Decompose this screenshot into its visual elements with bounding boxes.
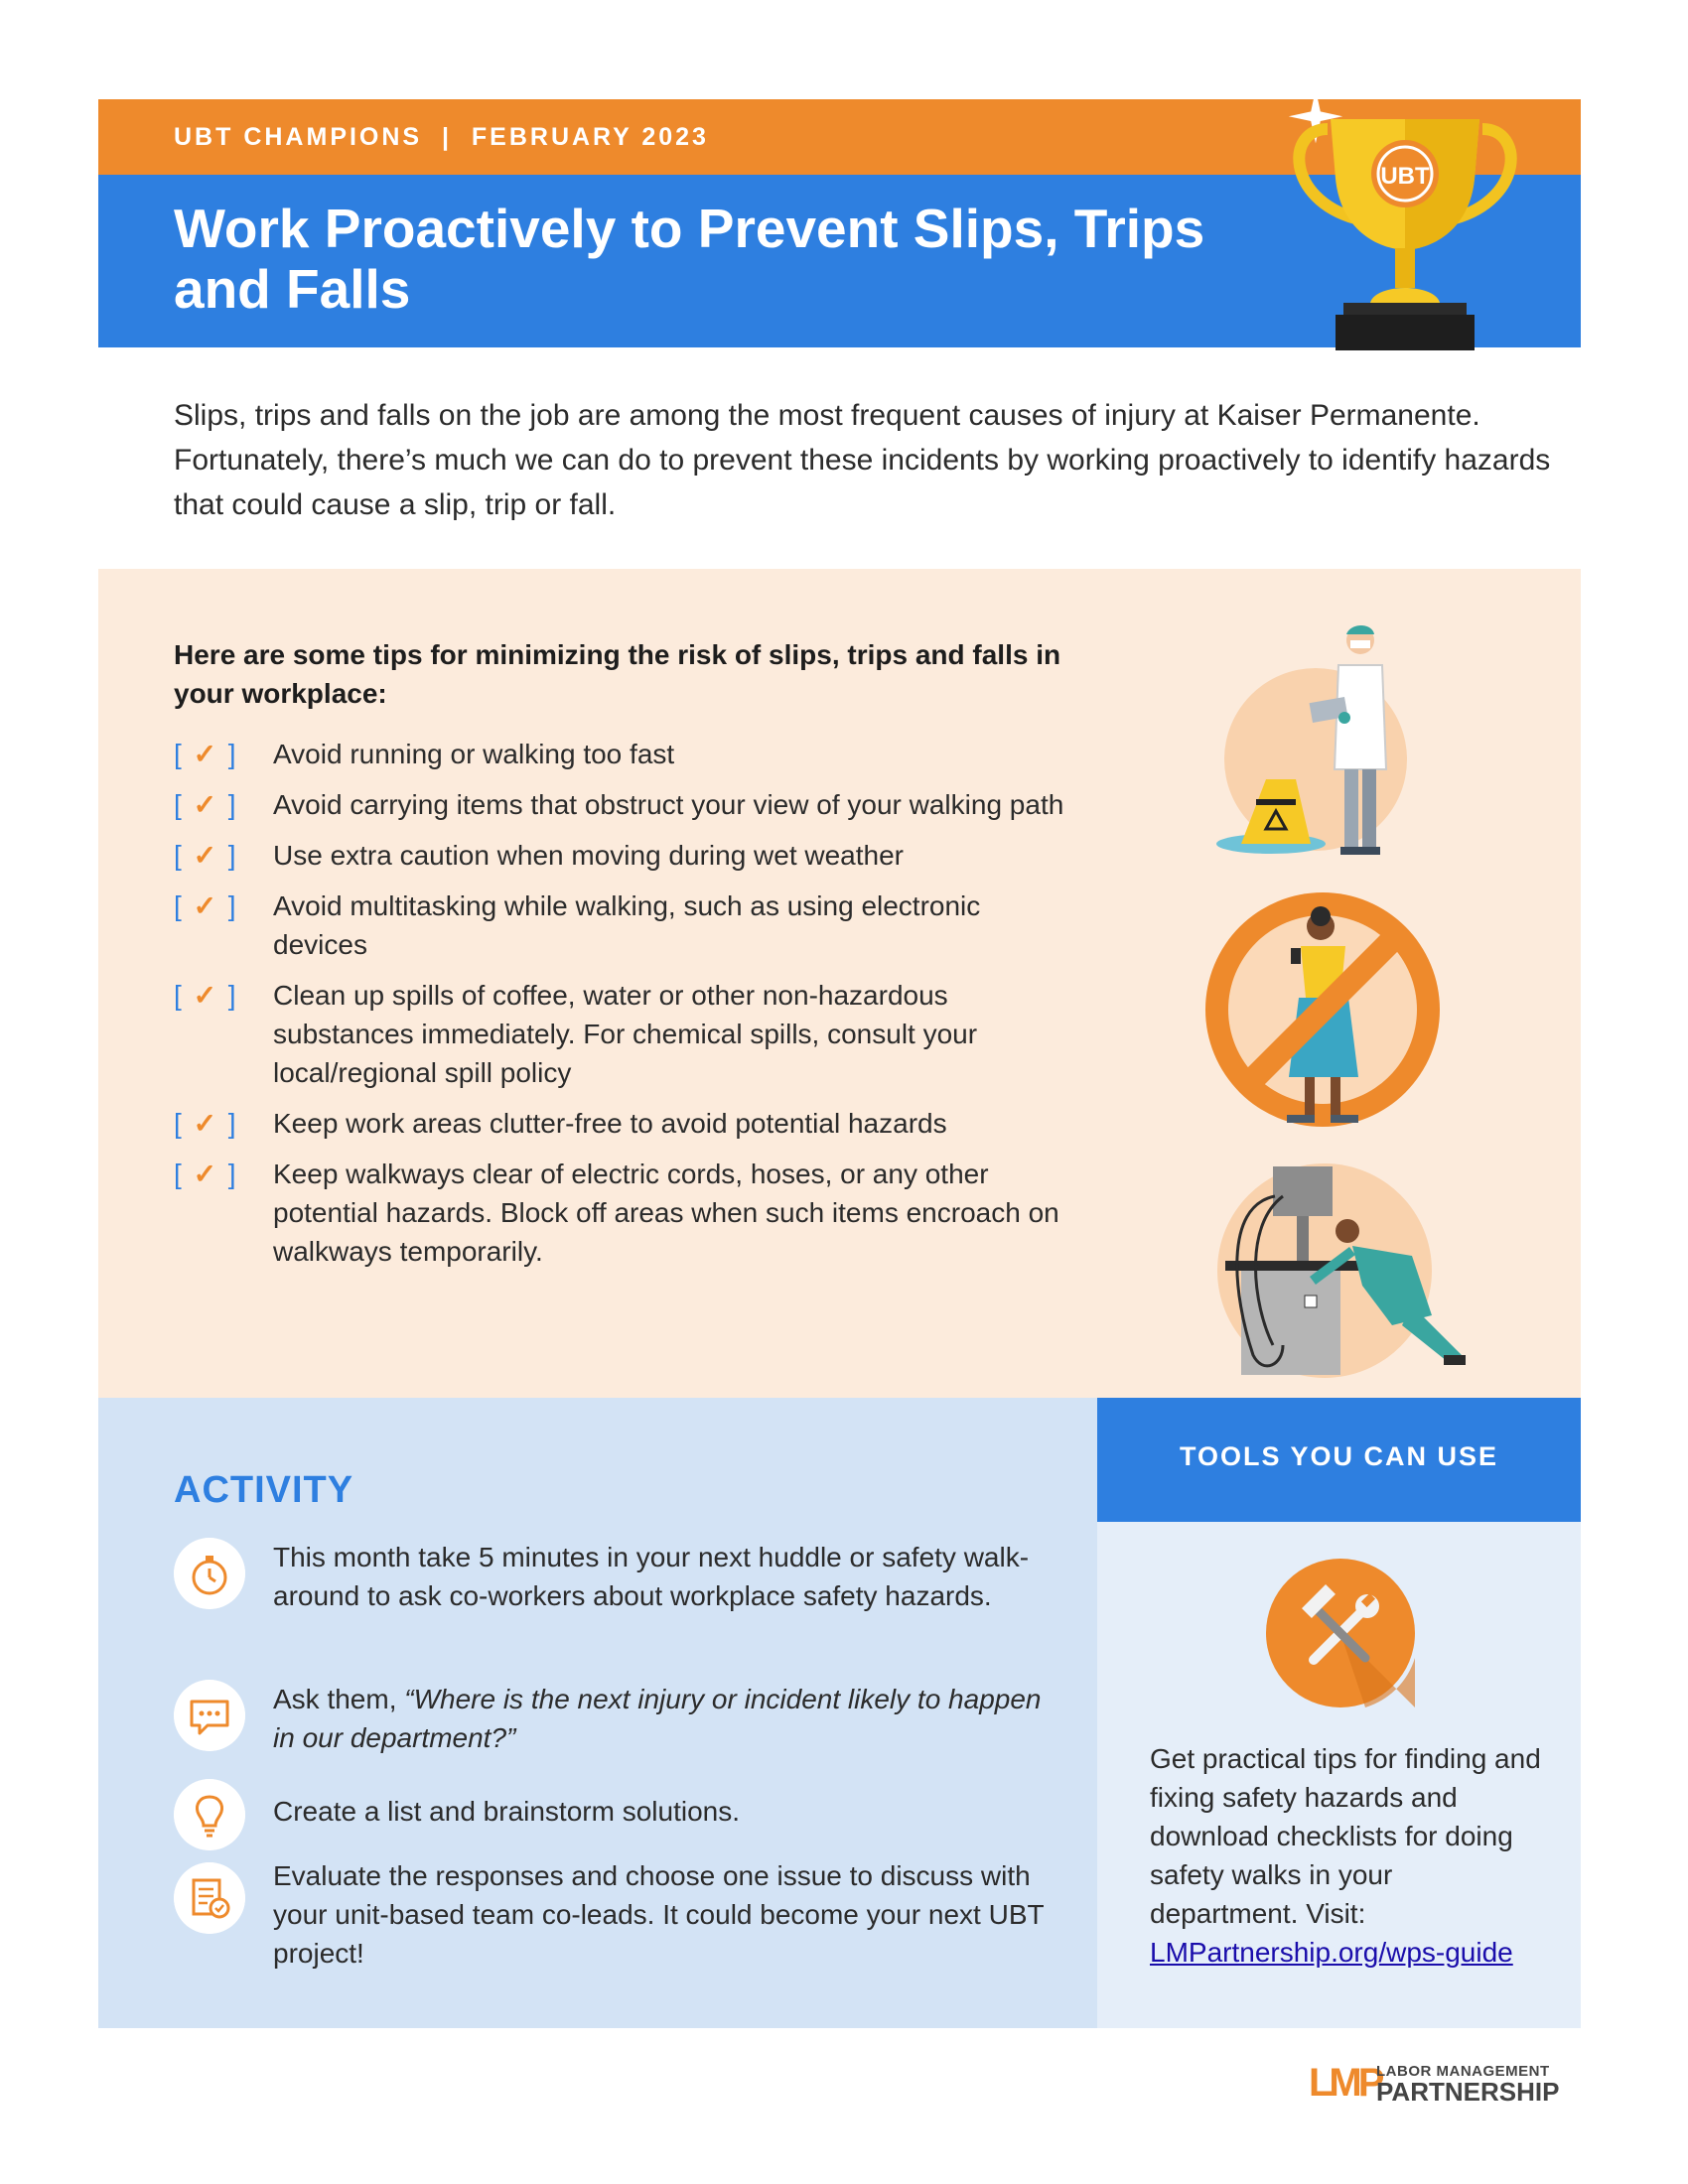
no-phone-walking-illustration <box>1201 888 1445 1132</box>
tips-heading: Here are some tips for minimizing the risk of slips, trips and falls in your workplace: <box>174 639 1061 709</box>
trophy-label: UBT <box>1380 163 1430 190</box>
lmp-logo <box>1309 2057 1583 2107</box>
tip-text: Avoid running or walking too fast <box>273 739 675 769</box>
lightbulb-icon <box>174 1779 245 1850</box>
electric-cords-illustration <box>1213 1157 1481 1385</box>
lmp-logo-mark: LMP <box>1309 2061 1381 2105</box>
tools-text <box>1150 1739 1547 1972</box>
checkmark-icon: [ ✓ ] <box>174 840 238 871</box>
tip-text: Avoid multitasking while walking, such as using electronic devices <box>273 890 981 960</box>
tip-item <box>174 785 1067 824</box>
checklist-icon <box>174 1862 245 1934</box>
tip-item <box>174 976 1067 1092</box>
tip-item <box>174 735 1067 773</box>
lmp-logo-line2: PARTNERSHIP <box>1376 2077 1560 2107</box>
activity-heading: ACTIVITY <box>174 1469 354 1511</box>
tip-item <box>174 887 1067 964</box>
tip-text: Keep walkways clear of electric cords, hoses, or any other potential hazards. Block off areas when such items encroach on walkways temporarily. <box>273 1159 1059 1267</box>
checkmark-icon: [ ✓ ] <box>174 1159 238 1189</box>
tip-item <box>174 1155 1067 1271</box>
tip-text: Clean up spills of coffee, water or other non-hazardous substances immediately. For chemical spills, consult your local/regional spill policy <box>273 980 978 1088</box>
tools-description: Get practical tips for finding and fixing safety hazards and download checklists for doing safety walks in your department. Visit: <box>1150 1743 1541 1929</box>
checkmark-icon: [ ✓ ] <box>174 789 238 820</box>
activity-quote: “Where is the next injury or incident likely to happen in our department?” <box>273 1684 1042 1753</box>
tip-text: Use extra caution when moving during wet weather <box>273 840 905 871</box>
activity-text: Create a list and brainstorm solutions. <box>273 1796 740 1827</box>
activity-text: Evaluate the responses and choose one issue to discuss with your unit-based team co-leads. It could become your next UBT project! <box>273 1860 1045 1969</box>
activity-text: This month take 5 minutes in your next huddle or safety walk-around to ask co-workers about workplace safety hazards. <box>273 1542 1030 1611</box>
checkmark-icon: [ ✓ ] <box>174 890 238 921</box>
activity-item <box>174 1680 1048 1769</box>
tip-item <box>174 836 1067 875</box>
wrench-hammer-icon <box>1266 1559 1415 1707</box>
activity-item <box>174 1856 1048 1976</box>
checkmark-icon: [ ✓ ] <box>174 739 238 769</box>
page-title: Work Proactively to Prevent Slips, Trips and Falls <box>174 198 1205 320</box>
activity-prefix: Ask them, <box>273 1684 405 1714</box>
activity-text <box>273 1680 1048 1757</box>
intro-paragraph: Slips, trips and falls on the job are among the most frequent causes of injury at Kaiser Permanente. Fortunately, there’s much we can do to prevent these incidents by working proactively to identify hazards that could cause a slip, trip or fall. <box>174 399 1551 521</box>
checkmark-icon: [ ✓ ] <box>174 980 238 1011</box>
tips-list <box>174 735 1067 1283</box>
stopwatch-icon <box>174 1538 245 1609</box>
newsletter-eyebrow: UBT CHAMPIONS | FEBRUARY 2023 <box>174 123 709 151</box>
checkmark-icon: [ ✓ ] <box>174 1108 238 1139</box>
tip-text: Avoid carrying items that obstruct your view of your walking path <box>273 789 1064 820</box>
activity-item <box>174 1779 1048 1850</box>
tip-item <box>174 1104 1067 1143</box>
wps-guide-link[interactable]: LMPartnership.org/wps-guide <box>1150 1937 1513 1968</box>
tools-heading: TOOLS YOU CAN USE <box>1179 1441 1499 1471</box>
trophy-icon <box>1276 89 1534 352</box>
lmp-logo-line1: LABOR MANAGEMENT <box>1376 2063 1550 2080</box>
wet-floor-sign-illustration <box>1201 620 1410 859</box>
activity-item <box>174 1538 1048 1657</box>
chat-bubble-icon <box>174 1680 245 1751</box>
tip-text: Keep work areas clutter-free to avoid potential hazards <box>273 1108 947 1139</box>
